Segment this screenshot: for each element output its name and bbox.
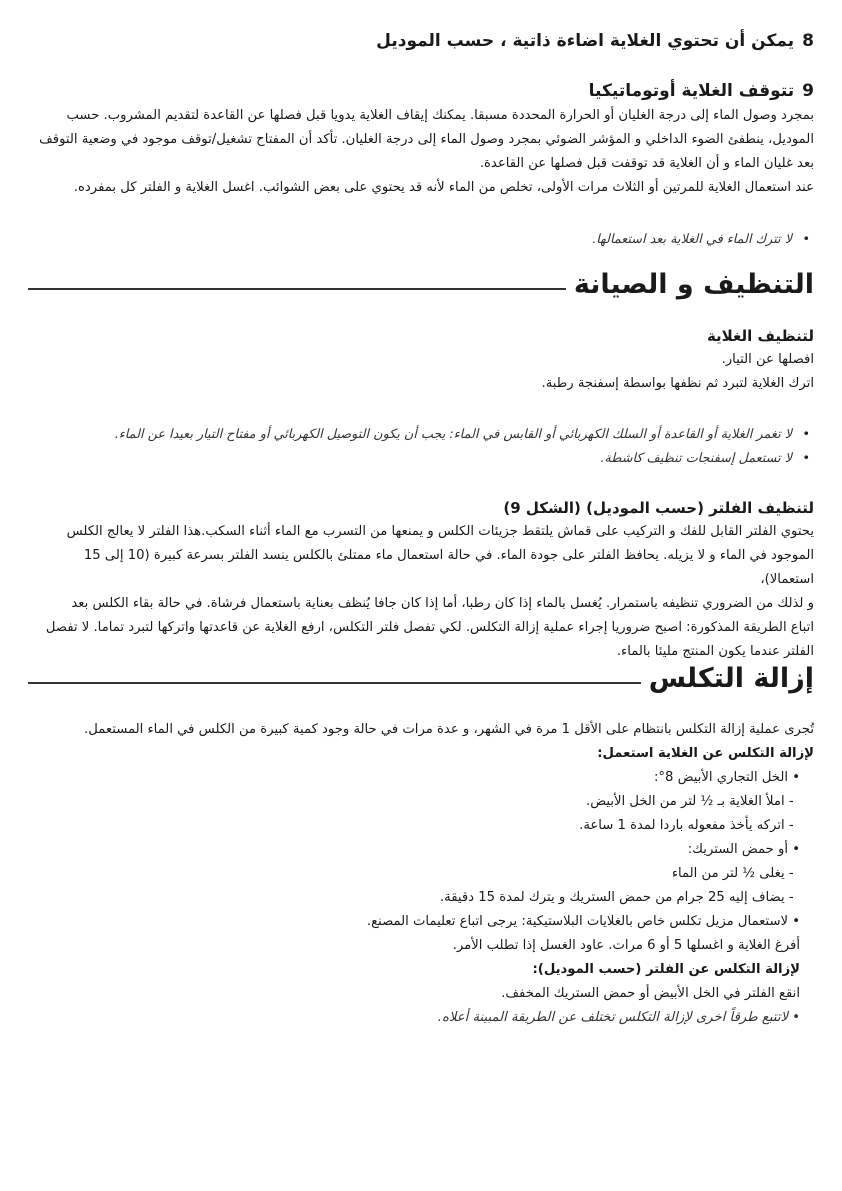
heading-9 (28, 80, 814, 102)
auto-stop-paragraph (28, 104, 814, 200)
heading-8-text: يمكن أن تحتوي الغلاية اضاءة ذاتية ، حسب الموديل (376, 31, 795, 51)
note-item: • لا تترك الماء في الغلاية بعد استعمالها. (28, 228, 814, 252)
vinegar-step-text: املأ الغلاية بـ ½ لتر من الخل الأبيض. (586, 794, 785, 809)
kettle-cleaning-title: لتنظيف الغلاية (706, 327, 814, 345)
heading-8-number: 8 (802, 31, 814, 51)
section-title: إزالة التكلس (648, 662, 814, 694)
kettle-cleaning (28, 324, 814, 396)
note-item: • لا تستعمل إسفنجات تنظيف كاشطة. (28, 447, 814, 471)
paragraph-line: بمجرد وصول الماء إلى درجة الغليان أو الحرارة المحددة مسبقا. يمكنك إيقاف الغلاية يدويا قبل فصلها عن القاعدة لتقديم المشروب. حسب (66, 108, 814, 123)
section-title: التنظيف و الصيانة (573, 268, 814, 300)
section-header-cleaning (28, 262, 814, 306)
vinegar-step-text: اتركه يأخذ مفعوله باردا لمدة 1 ساعة. (579, 818, 785, 833)
section-header-descaling (28, 656, 814, 700)
vinegar-option: • الخل التجاري الأبيض 8°: (653, 770, 800, 785)
citric-step-text: يغلى ½ لتر من الماء (671, 866, 785, 881)
plastic-text: لاستعمال مزيل تكلس خاص بالغلايات البلاستيكية: يرجى اتباع تعليمات المصنع. (366, 914, 789, 929)
paragraph-line: عند استعمال الغلاية للمرتين أو الثلاث مرات الأولى، تخلص من الماء لأنه قد يحتوي على بعض الشوائب. اغسل الغلاية و الفلتر كل بمفرده. (73, 180, 814, 195)
descaling-warning: • لاتتبع طرقاً اخرى لإزالة التكلس تختلف عن الطريقة المبينة أعلاه. (437, 1010, 800, 1025)
heading-8 (28, 30, 814, 52)
descaling-warning-text: لاتتبع طرقاً اخرى لإزالة التكلس تختلف عن الطريقة المبينة أعلاه. (437, 1010, 789, 1025)
filter-cleaning-line: الفلتر عندما يكون المنتج مليئا بالماء. (616, 644, 814, 659)
filter-cleaning-line: الموجود في الماء و لا يزيله. يحافظ الفلتر على جودة الماء. في حالة استعمال ماء ممتلئ بالكلس ينسد الفلتر بسرعة كبيرة (10 إلى 15 استعمالا)، (83, 548, 814, 587)
citric-step: - يضاف إليه 25 جرام من حمض الستريك و يترك لمدة 15 دقيقة. (439, 890, 802, 905)
kettle-cleaning-line: اترك الغلاية لتبرد ثم نظفها بواسطة إسفنجة رطبة. (541, 376, 814, 391)
filter-cleaning-line: و لذلك من الضروري تنظيفه باستمرار. يُغسل بالماء إذا كان رطبا، أما إذا كان جافا يُنظف بعناية باستعمال فرشاة. في حالة بقاء الكلس بعد (71, 596, 814, 611)
vinegar-step: - املأ الغلاية بـ ½ لتر من الخل الأبيض. (586, 794, 802, 809)
paragraph-line: الموديل، ينطفئ الضوء الداخلي و المؤشر الضوئي بمجرد وصول الماء إلى درجة الغليان. تأكد أن المفتاح تشغيل/توقف موجود في وضعية التوقف (39, 132, 814, 147)
kettle-cleaning-line: افصلها عن التيار. (721, 352, 814, 367)
section-rule (28, 682, 641, 684)
citric-step: - يغلى ½ لتر من الماء (671, 866, 802, 881)
note-item: • لا تغمر الغلاية أو القاعدة أو السلك الكهربائي أو القابس في الماء: يجب أن يكون التوصيل الكهربائي أو مفتاح التيار بعيدا عن الماء. (28, 423, 814, 447)
paragraph-line: بعد غليان الماء و أن الغلاية قد توقفت قبل فصلها عن القاعدة. (479, 156, 814, 171)
plastic-option: • لاستعمال مزيل تكلس خاص بالغلايات البلاستيكية: يرجى اتباع تعليمات المصنع. (366, 914, 800, 929)
heading-9-text: تتوقف الغلاية أوتوماتيكيا (588, 81, 795, 101)
citric-option: • أو حمض الستريك: (687, 842, 800, 857)
citric-step-text: يضاف إليه 25 جرام من حمض الستريك و يترك لمدة 15 دقيقة. (439, 890, 785, 905)
section-rule (28, 288, 566, 290)
filter-soak-line: انقع الفلتر في الخل الأبيض أو حمض الستريك المخفف. (501, 986, 800, 1001)
filter-cleaning (28, 496, 814, 664)
descaling-kettle-title: لإزالة التكلس عن الغلاية استعمل: (597, 746, 814, 761)
manual-page (28, 0, 814, 1191)
vinegar-step: - اتركه يأخذ مفعوله باردا لمدة 1 ساعة. (579, 818, 802, 833)
descaling-intro: تُجرى عملية إزالة التكلس بانتظام على الأقل 1 مرة في الشهر، و عدة مرات في حالة وجود كمية كبيرة من الكلس في الماء المستعمل. (84, 722, 814, 737)
descaling-content (28, 718, 814, 1030)
heading-9-number: 9 (802, 81, 814, 101)
vinegar-label: الخل التجاري الأبيض 8°: (653, 770, 789, 785)
filter-cleaning-title: لتنظيف الفلتر (حسب الموديل) (الشكل 9) (503, 499, 814, 517)
note-list (28, 228, 814, 252)
filter-cleaning-line: يحتوي الفلتر القابل للفك و التركيب على قماش يلتقط جزيئات الكلس و يمنعها من التسرب مع الماء أثناء السكب.هذا الفلتر لا يعالج الكلس (66, 524, 814, 539)
kettle-cleaning-notes (28, 423, 814, 471)
descaling-filter-title: لإزالة التكلس عن الفلتر (حسب الموديل): (532, 962, 800, 977)
citric-label: أو حمض الستريك: (687, 842, 789, 857)
filter-cleaning-line: اتباع الطريقة المذكورة: اصبح ضروريا إجراء عملية إزالة التكلس. لكي تفصل فلتر التكلس، ارفع الغلاية عن قاعدتها واتركها لتبرد تماما. لا تفصل (45, 620, 814, 635)
rinse-line: أفرغ الغلاية و اغسلها 5 أو 6 مرات. عاود الغسل إذا تطلب الأمر. (452, 938, 800, 953)
